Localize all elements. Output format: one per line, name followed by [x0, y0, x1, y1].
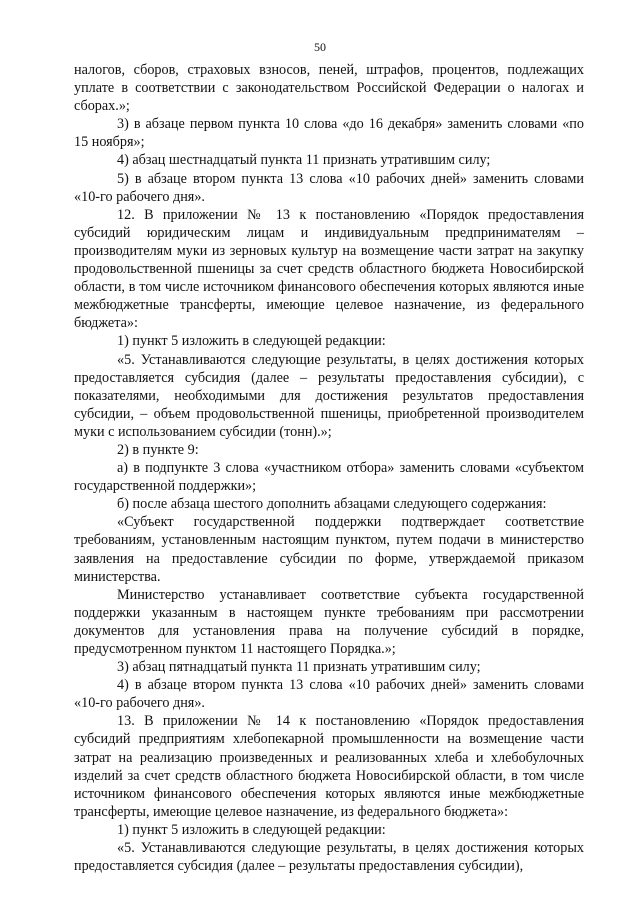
document-body [74, 61, 584, 875]
paragraph: 3) абзац пятнадцатый пункта 11 признать утратившим силу; [117, 659, 481, 676]
paragraph: «Субъект государственной поддержки подтверждает соответствие требованиям, установленным настоящим пунктом, путем подачи в министерство заявления на предоставление субсидии по форме, утверждаемой приказом министерства. [74, 514, 584, 585]
paragraph: налогов, сборов, страховых взносов, пеней, штрафов, процентов, подлежащих уплате в соответствии с законодательством Российской Федерации о налогах и сборах.»; [74, 62, 584, 115]
paragraph: 12. В приложении № 13 к постановлению «Порядок предоставления субсидий юридическим лицам и индивидуальным предпринимателям – производителям муки из зерновых культур на возмещение части затрат на закупку продовольственной пшеницы за счет средств областного бюджета Новосибирской области, в том числе источником финансового обеспечения которых являются иные межбюджетные трансферты, имеющие целевое назначение, из федерального бюджета»: [74, 206, 584, 332]
paragraph: 13. В приложении № 14 к постановлению «Порядок предоставления субсидий предприятиям хлебопекарной промышленности на возмещение части затрат на реализацию произведенных и реализованных хлеба и хлебобулочных изделий за счет средств областного бюджета Новосибирской области, в том числе источником финансового обеспечения которых являются иные межбюджетные трансферты, имеющие целевое назначение, из федерального бюджета»: [74, 713, 584, 820]
paragraph: Министерство устанавливает соответствие субъекта государственной поддержки указанным в настоящем пункте требованиям при рассмотрении документов для установления права на получение субсидий в порядке, предусмотренном пунктом 11 настоящего Порядка.»; [74, 586, 584, 657]
paragraph: а) в подпункте 3 слова «участником отбора» заменить словами «субъектом государственной поддержки»; [74, 460, 584, 495]
paragraph: «5. Устанавливаются следующие результаты, в целях достижения которых предоставляется субсидия (далее – результаты предоставления субсидии), с показателями, необходимыми для достижения результатов предоставления субсидии, – объем продовольственной пшеницы, приобретенной производителем муки с использованием субсидии (тонн).»; [74, 351, 584, 440]
paragraph: 5) в абзаце втором пункта 13 слова «10 рабочих дней» заменить словами «10-го рабочего дня». [74, 170, 584, 205]
paragraph: 2) в пункте 9: [117, 441, 199, 458]
paragraph: 1) пункт 5 изложить в следующей редакции: [117, 821, 386, 838]
paragraph: 4) в абзаце втором пункта 13 слова «10 рабочих дней» заменить словами «10-го рабочего дня». [74, 677, 584, 712]
paragraph: б) после абзаца шестого дополнить абзацами следующего содержания: [117, 496, 547, 513]
paragraph: 4) абзац шестнадцатый пункта 11 признать утратившим силу; [117, 152, 491, 169]
paragraph: 3) в абзаце первом пункта 10 слова «до 16 декабря» заменить словами «по 15 ноября»; [74, 116, 584, 151]
paragraph: «5. Устанавливаются следующие результаты, в целях достижения которых предоставляется субсидия (далее – результаты предоставления субсидии), [74, 840, 584, 875]
paragraph: 1) пункт 5 изложить в следующей редакции: [117, 333, 386, 350]
page-number: 50 [314, 40, 326, 54]
